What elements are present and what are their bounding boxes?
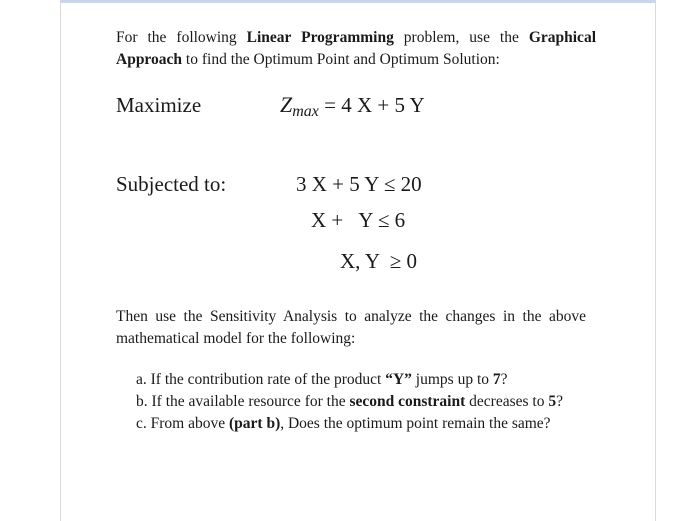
sensitivity-instructions: Then use the Sensitivity Analysis to analyze the changes in the above mathematical model for the following: — [116, 308, 586, 347]
problem-instructions: For the following Linear Programming problem, use the Graphical Approach to find the Optimum Point and Optimum Solution: — [116, 29, 596, 68]
constraints-label: Subjected to: — [116, 172, 227, 196]
objective-function: Zmax = 4 X + 5 Y — [280, 92, 425, 120]
constraint-1: 3 X + 5 Y ≤ 20 — [296, 172, 422, 196]
question-list — [136, 369, 563, 435]
question-c: c. From above (part b), Does the optimum point remain the same? — [136, 415, 551, 432]
constraint-2: X + Y ≤ 6 — [311, 208, 406, 232]
question-a: a. If the contribution rate of the product “Y” jumps up to 7? — [136, 371, 508, 388]
question-b: b. If the available resource for the second constraint decreases to 5? — [136, 393, 563, 410]
non-negativity-constraint: X, Y ≥ 0 — [340, 249, 418, 273]
objective-label: Maximize — [116, 93, 202, 117]
